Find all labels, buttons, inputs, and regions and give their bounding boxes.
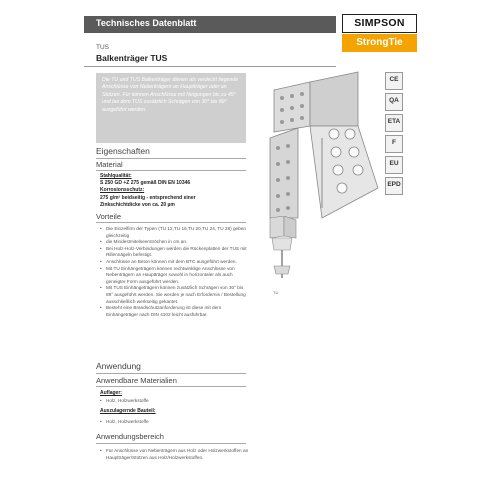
list-item: • Die Einzelfirm der Typen (TU 12,TU 16,TU 20,TU 24, TU 28) geben gleichzeitig (100, 226, 250, 239)
ce-mark-icon: CE (385, 72, 403, 90)
list-item: • Für Anschlüsse von Nebenträgern aus Holz oder Holzwerkstoffen an Hauptträger/Stützen aus Holz/Holzwerkstoffen. (100, 448, 250, 461)
list-item: • Besteht eine Brandschutzanforderung ist diese mit dem Einhängeträger nach DIN 4102 leicht ausführbar. (100, 305, 250, 318)
vorteile-list (100, 226, 250, 318)
list-item: • Bei Holz-Holz-Verbindungen werden die Rückenplatten der TUS mit Rillennägeln befestigt. (100, 246, 250, 259)
value-korrosionsschutz-line1: 275 g/m² beidseitig - entsprechend einer (100, 195, 196, 201)
epd-icon: EPD (385, 177, 403, 195)
eu-icon: EU (385, 156, 403, 174)
heading-eigenschaften: Eigenschaften (96, 146, 150, 156)
header-bar (84, 16, 336, 33)
list-item: • Holz, Holzwerkstoffe (100, 398, 250, 405)
logo-top: SIMPSON (342, 14, 417, 33)
divider (96, 443, 246, 444)
product-image-tus (266, 68, 384, 220)
fire-protection-icon: F (385, 135, 403, 153)
anwendungsbereich-list (100, 448, 250, 461)
eta-approval-icon: ETA (385, 114, 403, 132)
header-divider (84, 66, 336, 67)
product-code: TUS (96, 44, 109, 51)
list-item: • die Mindestmitelseerströchen in cm an. (100, 239, 250, 246)
product-image-tu (266, 216, 300, 288)
label-stahlqualitaet: Stahlqualität: (100, 173, 132, 179)
simpson-strongtie-logo (342, 14, 417, 54)
quality-assurance-icon: QA (385, 93, 403, 111)
intro-text: Die TU und TUS Balkenträger dienen als verdeckt liegende Anschlüsse von Nebenträgern an Hauptträger oder an Stützen. Für können Anschlüsse mit Neigungen bis zu 45° und bei dem TUS zusätzlich Schrägen von 30° bis 89° ausgeführt werden. (102, 77, 239, 113)
list-item: • Mit TUS Einhängeträgern können zusätzlich Schrägen von 30° bis 89° ausgeführt werden. Sie werden je nach Erfordernis / Bestellung ausschließlich werkseitig gekantet. (100, 285, 250, 305)
auflager-list (100, 398, 250, 405)
divider (96, 170, 246, 171)
divider (96, 158, 246, 159)
heading-anwendbare-materialien: Anwendbare Materialien (96, 376, 177, 385)
list-item: • Anschlüsse an Beton können mit dem BTC ausgeführt werden. (100, 259, 250, 266)
datasheet-page (78, 0, 422, 500)
value-stahlqualitaet: S 250 GD +Z 275 gemäß DIN EN 10346 (100, 180, 191, 186)
label-korrosionsschutz: Korrosionsschutz: (100, 187, 145, 193)
heading-material: Material (96, 160, 123, 169)
divider (96, 386, 246, 387)
heading-anwendung: Anwendung (96, 361, 141, 371)
header-title: Technisches Datenblatt (96, 18, 197, 28)
list-item: • Mit TU Einhängeträgern können rechtwinklige Anschlüsse von Nebenträgern an Hauptträger sowohl in horizontaler als auch geneigter Form ausgeführt werden. (100, 266, 250, 286)
divider (96, 373, 246, 374)
product-image-label: TU (273, 290, 279, 295)
label-auflager: Auflager: (100, 390, 122, 396)
logo-bottom: StrongTie (342, 34, 417, 52)
certification-icons (385, 72, 403, 198)
product-name: Balkenträger TUS (96, 53, 168, 63)
list-item: • Holz, Holzwerkstoffe (100, 419, 250, 426)
auszulagernde-list (100, 419, 250, 426)
label-auszulagernde-bauteil: Auszulagernde Bauteil: (100, 408, 156, 414)
intro-box (96, 73, 246, 143)
heading-anwendungsbereich: Anwendungsbereich (96, 432, 164, 441)
heading-vorteile: Vorteile (96, 212, 122, 221)
divider (96, 222, 246, 223)
value-korrosionsschutz-line2: Zinkschichtdicke von ca. 20 µm (100, 202, 175, 208)
